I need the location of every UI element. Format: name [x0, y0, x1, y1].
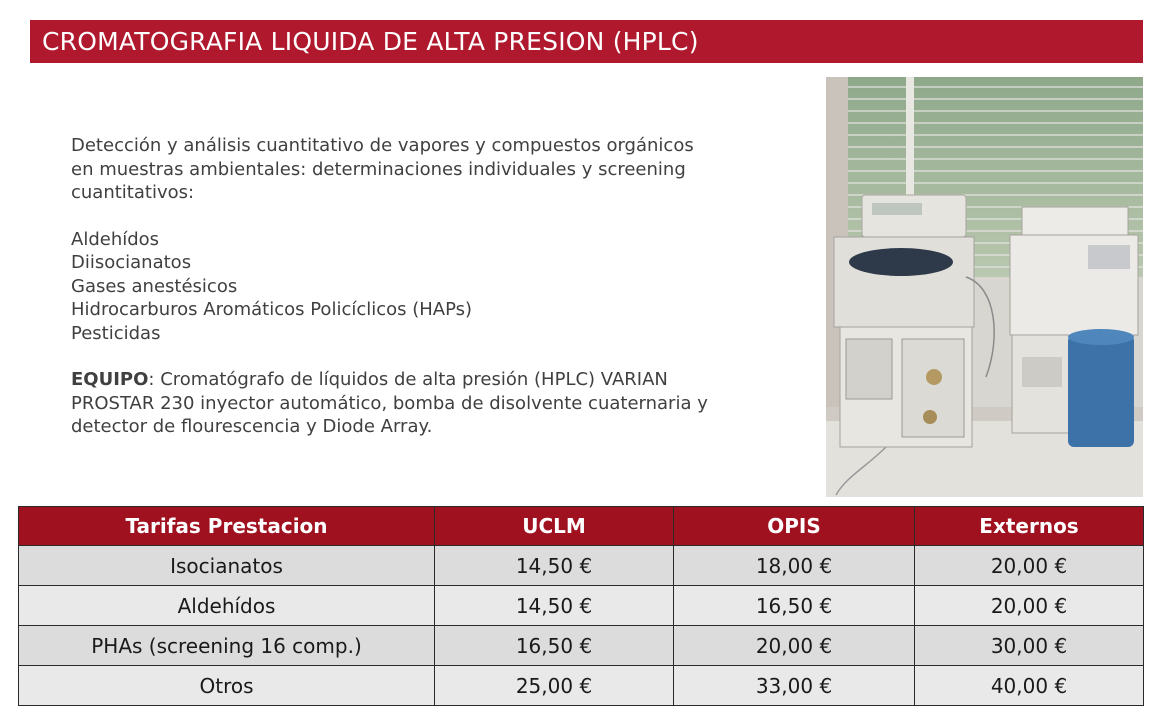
table-cell: 33,00 € [674, 666, 915, 706]
table-cell: 16,50 € [435, 626, 674, 666]
title-banner [30, 20, 1143, 63]
page-title: CROMATOGRAFIA LIQUIDA DE ALTA PRESION (HPLC) [42, 27, 699, 56]
hplc-equipment-photo [826, 77, 1143, 497]
equipment-line [71, 368, 771, 392]
table-header-row [19, 507, 1144, 546]
equipment-line: detector de flourescencia y Diode Array. [71, 416, 433, 437]
table-cell: 25,00 € [435, 666, 674, 706]
equipment-label: EQUIPO [71, 369, 149, 390]
table-cell: 14,50 € [435, 546, 674, 586]
analyte-item: Aldehídos [71, 228, 160, 250]
table-cell: 14,50 € [435, 586, 674, 626]
column-header: Tarifas Prestacion [19, 507, 435, 546]
column-header: OPIS [674, 507, 915, 546]
analyte-item: Pesticidas [71, 322, 161, 344]
equipment-line: PROSTAR 230 inyector automático, bomba de disolvente cuaternaria y [71, 392, 708, 414]
table-cell: 30,00 € [915, 626, 1144, 666]
equipment-text: : Cromatógrafo de líquidos de alta presión (HPLC) VARIAN [148, 369, 668, 390]
intro-line: Detección y análisis cuantitativo de vapores y compuestos orgánicos [71, 135, 694, 156]
table-cell: Otros [19, 666, 435, 706]
column-header: Externos [915, 507, 1144, 546]
table-cell: 20,00 € [674, 626, 915, 666]
analyte-item: Hidrocarburos Aromáticos Policíclicos (HAPs) [71, 299, 473, 320]
prices-table [18, 506, 1144, 706]
analyte-item: Gases anestésicos [71, 275, 238, 297]
table-row [19, 586, 1144, 626]
table-row [19, 666, 1144, 706]
analyte-list [71, 228, 771, 346]
table-cell: 20,00 € [915, 586, 1144, 626]
table-cell: 18,00 € [674, 546, 915, 586]
analyte-item: Diisocianatos [71, 252, 192, 273]
table-cell: PHAs (screening 16 comp.) [19, 626, 435, 666]
intro-line: cuantitativos: [71, 182, 195, 203]
description-block [71, 134, 771, 439]
table-cell: Aldehídos [19, 586, 435, 626]
column-header: UCLM [435, 507, 674, 546]
table-cell: 40,00 € [915, 666, 1144, 706]
table-cell: 20,00 € [915, 546, 1144, 586]
table-cell: 16,50 € [674, 586, 915, 626]
table-row [19, 626, 1144, 666]
table-row [19, 546, 1144, 586]
intro-line: en muestras ambientales: determinaciones individuales y screening [71, 158, 686, 180]
table-cell: Isocianatos [19, 546, 435, 586]
